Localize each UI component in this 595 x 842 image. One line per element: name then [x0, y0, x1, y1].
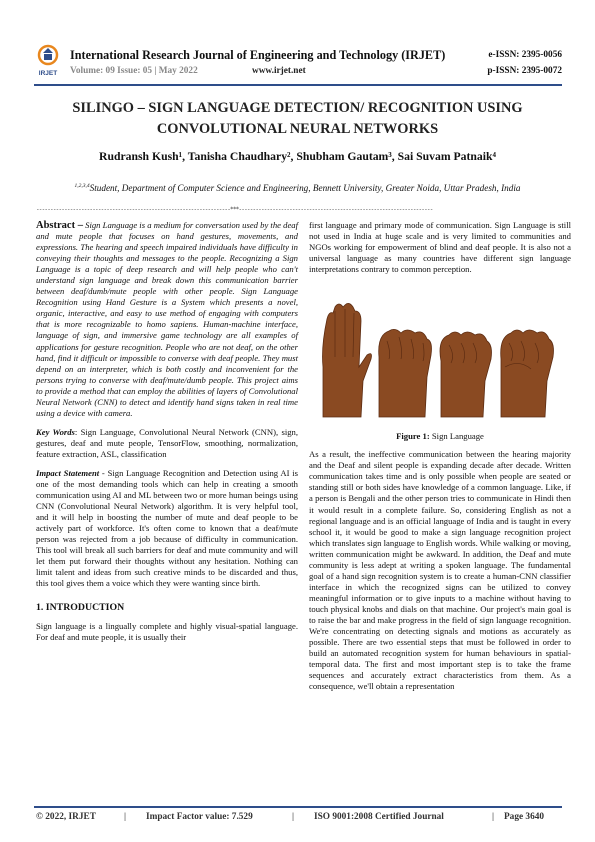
- e-issn: e-ISSN: 2395-0056: [488, 50, 562, 60]
- hand-sign-2: [379, 330, 432, 418]
- left-column: [36, 220, 298, 643]
- header-rule: [34, 84, 562, 86]
- title-line-2: CONVOLUTIONAL NEURAL NETWORKS: [156, 121, 439, 137]
- intro-paragraph-2: As a result, the ineffective communication between the hearing majority and the Deaf and silent people is expanding decade after decade. Written communication takes time and is only possible when people are seated or standing still or both sides have knowledge of a common language. Like, if a person is Bengali and the other person tries to communicate in Hindi then it would result in a complete failure. So, considering English as not a regional language and is an official language of India and is taught in every school it, it would be good to make a sign language recognition project which translates sign language to English words. While walking or moving, written communication might be awkward. In addition, the Deaf and mute community is less adept at writing a spoken language. The fundamental goal of a hand sign recognition system is to create a human-CNN classifier interface in which the recognized signs can be utilized to convey meaningful information or to give inputs to a machine without having to touch physical knobs and dials on that machine. Our project's main goal is to raise the bar and make progress in the field of sign language recognition. We're concentrating on detecting signals and motions as accurately as possible. There are two essential steps that must be followed in order to build an automated recognition system for human behaviours in spatial-temporal data. The first and most important step is to take the frame sequences and accurately extract characteristics from them. As a consequence, we'll obtain a representation: [309, 449, 571, 692]
- p-issn: p-ISSN: 2395-0072: [487, 66, 562, 76]
- section-divider: ---------------------------------------------------------------------***---------------------------------------------------------------------: [36, 206, 433, 213]
- abstract-text: Sign Language is a medium for conversation used by the deaf and mute people that focuses on hand gestures, movements, and expressions. The hearing and speech impaired individuals have difficulty in conveying their thoughts and messages to the people. Recognizing a Sign Language is a topic of deep research and will help people who can't understand sign language and break down this communication barrier between deaf/dumb/mute people with other people. Sign Language Recognition using Hand Gesture is a System which presents a novel, organic, interactive, and easy to use method of engaging with computers that is more recognizable to homo sapiens. Human-machine interface, language of sign, and immersive game technology are all examples of applications for gesture recognition. People who are not deaf, on the other hand, find it difficult or impossible to converse with deaf people. They must depend on an interpreter, which is both costly and inconvenient for the persons trying to converse with deaf/mute/dumb people. This project aims to provide a method that can employ the abilities of layers of Convolutional Neural Network (CNN) to detect and identify hand signs taken in real time using a device with camera.: [36, 220, 298, 418]
- journal-header: [34, 44, 562, 84]
- hand-sign-4: [501, 330, 554, 417]
- right-column: [309, 220, 571, 692]
- abstract: [36, 220, 298, 419]
- intro-paragraph-1-start: Sign language is a lingually complete and highly visual-spatial language. For deaf and mute people, it is usually their: [36, 620, 298, 642]
- irjet-logo: [34, 44, 62, 78]
- footer-copyright: © 2022, IRJET: [36, 812, 96, 822]
- affiliation: [40, 180, 555, 194]
- authors: Rudransh Kush¹, Tanisha Chaudhary², Shubham Gautam³, Sai Suvam Patnaik⁴: [99, 150, 496, 163]
- impact-label: Impact Statement: [36, 467, 100, 478]
- affiliation-text: Student, Department of Computer Science and Engineering, Bennett University, Greater Noida, Uttar Pradesh, India: [89, 183, 521, 194]
- affiliation-sup: 1,2,3,4: [74, 183, 90, 189]
- footer-impact-factor: Impact Factor value: 7.529: [146, 812, 253, 822]
- figure-sign-language: [309, 291, 571, 423]
- section-heading-introduction: 1. INTRODUCTION: [36, 601, 125, 613]
- footer-iso: ISO 9001:2008 Certified Journal: [314, 812, 444, 822]
- keywords-text: : Sign Language, Convolutional Neural Network (CNN), sign, gestures, deaf and mute people, TensorFlow, smoothing, normalization, feature extraction, ASL, classification: [36, 426, 298, 459]
- journal-website-link[interactable]: www.irjet.net: [252, 66, 306, 76]
- footer-separator-2: |: [292, 812, 295, 822]
- sign-language-hands-image: [309, 297, 571, 423]
- figure-label: Figure 1:: [396, 431, 430, 442]
- volume-issue: Volume: 09 Issue: 05 | May 2022: [70, 66, 198, 76]
- figure-caption-text: Sign Language: [429, 431, 484, 442]
- logo-text: IRJET: [38, 70, 58, 77]
- abstract-label: Abstract –: [36, 220, 83, 231]
- impact-statement: [36, 468, 298, 590]
- hand-sign-1: [323, 304, 372, 418]
- footer-page-number: Page 3640: [504, 812, 545, 822]
- hand-sign-3: [440, 332, 492, 417]
- keywords-label: Key Words: [36, 426, 75, 437]
- paper-title: [40, 98, 555, 140]
- impact-text: - Sign Language Recognition and Detection using AI is one of the most demanding tools which can help in creating a smooth communication using AI and ML between two or more human beings using CNN (Convolutional Neural Network) algorithm. It is very helpful tool, and it will help in boosting the number of mute and deaf people to be actively part of workforce. It's often come to known that a deaf/mute person was rejected from a job because of difficulty in communication. This tool will break all such barriers for deaf and mute community and will let them put forward their thoughts without any hesitation. Nothing can limit talent and ideas from such creative minds to be discarded and thus, this tool gives them a voice which they were wanting since birth.: [36, 467, 299, 589]
- footer-separator-3: |: [492, 812, 495, 822]
- footer-separator-1: |: [124, 812, 127, 822]
- footer-rule: [34, 806, 562, 808]
- journal-name: International Research Journal of Engineering and Technology (IRJET): [70, 48, 446, 62]
- intro-paragraph-1-cont: first language and primary mode of communication. Sign Language is still not used in India at huge scale and is very limited to communities and NGOs working for empowerment of blind and deaf people. It is also not a universal language as many countries have different sign language interpretations contrary to common perception.: [309, 220, 571, 275]
- figure-caption: [309, 431, 571, 442]
- title-line-1: SILINGO – SIGN LANGUAGE DETECTION/ RECOGNITION USING: [72, 100, 523, 116]
- keywords: [36, 427, 298, 460]
